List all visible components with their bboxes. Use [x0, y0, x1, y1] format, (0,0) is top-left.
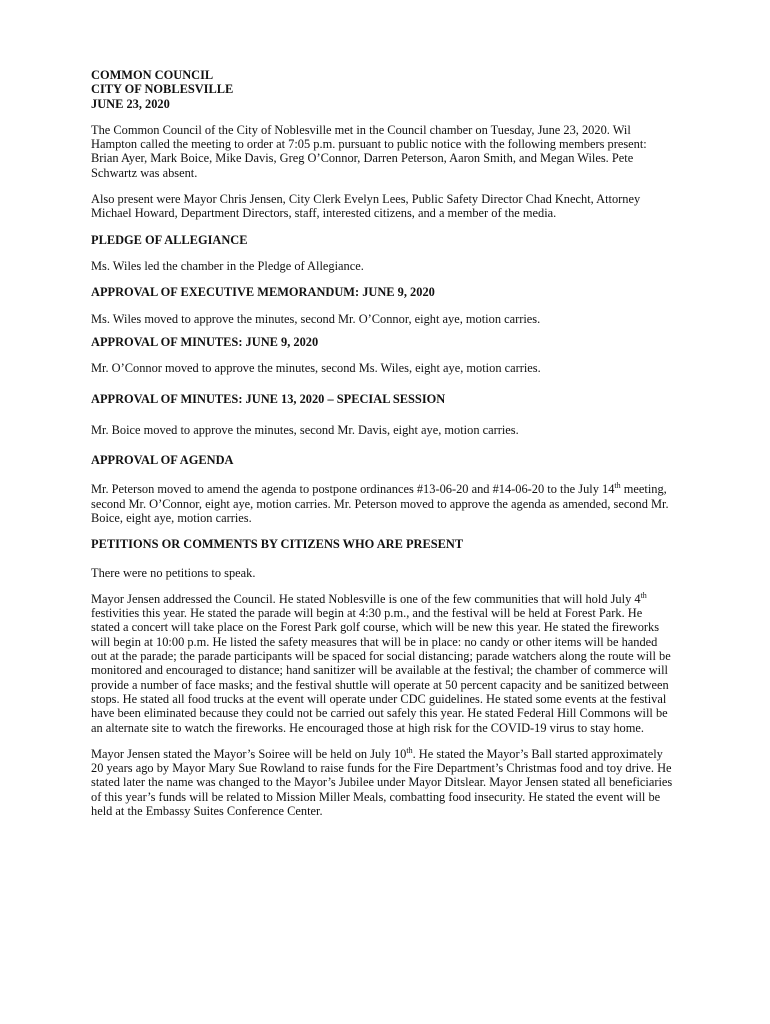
exec-memo-text: Ms. Wiles moved to approve the minutes, second Mr. O’Connor, eight aye, motion carries. — [91, 311, 541, 326]
petitions-heading: PETITIONS OR COMMENTS BY CITIZENS WHO ARE PRESENT — [91, 537, 464, 552]
attendees-paragraph: Also present were Mayor Chris Jensen, City Clerk Evelyn Lees, Public Safety Director Chad Knecht, Attorney Michael Howard, Department Directors, staff, interested citizens, and a member of the media. — [91, 192, 641, 221]
mayor-p2-part1: Mayor Jensen stated the Mayor’s Soiree will be held on July 10 — [91, 746, 407, 761]
header-council: COMMON COUNCIL — [91, 68, 214, 82]
petitions-text: There were no petitions to speak. — [91, 565, 256, 580]
exec-memo-heading: APPROVAL OF EXECUTIVE MEMORANDUM: JUNE 9, 2020 — [91, 285, 435, 300]
minutes-june13-text: Mr. Boice moved to approve the minutes, second Mr. Davis, eight aye, motion carries. — [91, 422, 519, 437]
mayor-p2-part2: . He stated the Mayor’s Ball started approximately 20 years ago by Mayor Mary Sue Rowland to raise funds for the Fire Department’s Christmas food and toy drive. He stated later the name was changed to the Mayor’s Jubilee under Mayor Ditslear. Mayor Jensen stated all beneficiaries of this year’s funds will be related to Mission Miller Meals, combatting food insecurity. He stated the event will be held at the Embassy Suites Conference Center. — [91, 746, 673, 818]
mayor-paragraph-1 — [91, 592, 673, 735]
mayor-paragraph-2 — [91, 747, 673, 818]
pledge-text: Ms. Wiles led the chamber in the Pledge of Allegiance. — [91, 258, 364, 273]
agenda-text-part2: meeting, second Mr. O’Connor, eight aye, motion carries. Mr. Peterson moved to approve the agenda as amended, second Mr. Boice, eight aye, motion carries. — [91, 482, 669, 525]
minutes-june9-heading: APPROVAL OF MINUTES: JUNE 9, 2020 — [91, 334, 319, 349]
agenda-text-sup: th — [614, 481, 621, 491]
mayor-p2-sup: th — [406, 745, 413, 755]
document-header — [91, 68, 673, 111]
mayor-p1-sup: th — [640, 590, 647, 600]
minutes-body — [91, 68, 673, 818]
minutes-june9-text: Mr. O’Connor moved to approve the minutes, second Ms. Wiles, eight aye, motion carries. — [91, 361, 541, 376]
header-city: CITY OF NOBLESVILLE — [91, 82, 234, 97]
agenda-text-part1: Mr. Peterson moved to amend the agenda to postpone ordinances #13-06-20 and #14-06-20 to the July 14 — [91, 482, 615, 497]
agenda-text — [91, 482, 673, 525]
intro-paragraph: The Common Council of the City of Noblesville met in the Council chamber on Tuesday, June 23, 2020. Wil Hampton called the meeting to order at 7:05 p.m. pursuant to public notice with the following members present: Brian Ayer, Mark Boice, Mike Davis, Greg O’Connor, Darren Peterson, Aaron Smith, and Megan Wiles. Pete Schwartz was absent. — [91, 122, 647, 180]
header-date: JUNE 23, 2020 — [91, 96, 170, 111]
mayor-p1-part2: festivities this year. He stated the parade will begin at 4:30 p.m., and the festival will be held at Forest Park. He stated a concert will take place on the Forest Park golf course, which will be new this year. He stated the fireworks will begin at 10:00 p.m. He listed the safety measures that will be in place: no candy or other items will be handed out at the parade; the parade participants will be spaced for social distancing; parade watchers along the route will be monitored and encouraged to distance; hand sanitizer will be available at the festival; the chamber of commerce will provide a number of face masks; and the festival shuttle will operate at 50 percent capacity and be sanitized between stops. He stated all food trucks at the event will operate under CDC guidelines. He stated some events at the festival have been eliminated because they could not be carried out safely this year. He stated Federal Hill Commons will be an alternate site to watch the fireworks. He encouraged those at high risk for the COVID-19 virus to stay home. — [91, 606, 671, 735]
mayor-p1-part1: Mayor Jensen addressed the Council. He stated Noblesville is one of the few communities that will hold July 4 — [91, 591, 641, 606]
minutes-june13-heading: APPROVAL OF MINUTES: JUNE 13, 2020 – SPECIAL SESSION — [91, 392, 446, 407]
agenda-heading: APPROVAL OF AGENDA — [91, 453, 234, 468]
pledge-heading: PLEDGE OF ALLEGIANCE — [91, 232, 248, 247]
